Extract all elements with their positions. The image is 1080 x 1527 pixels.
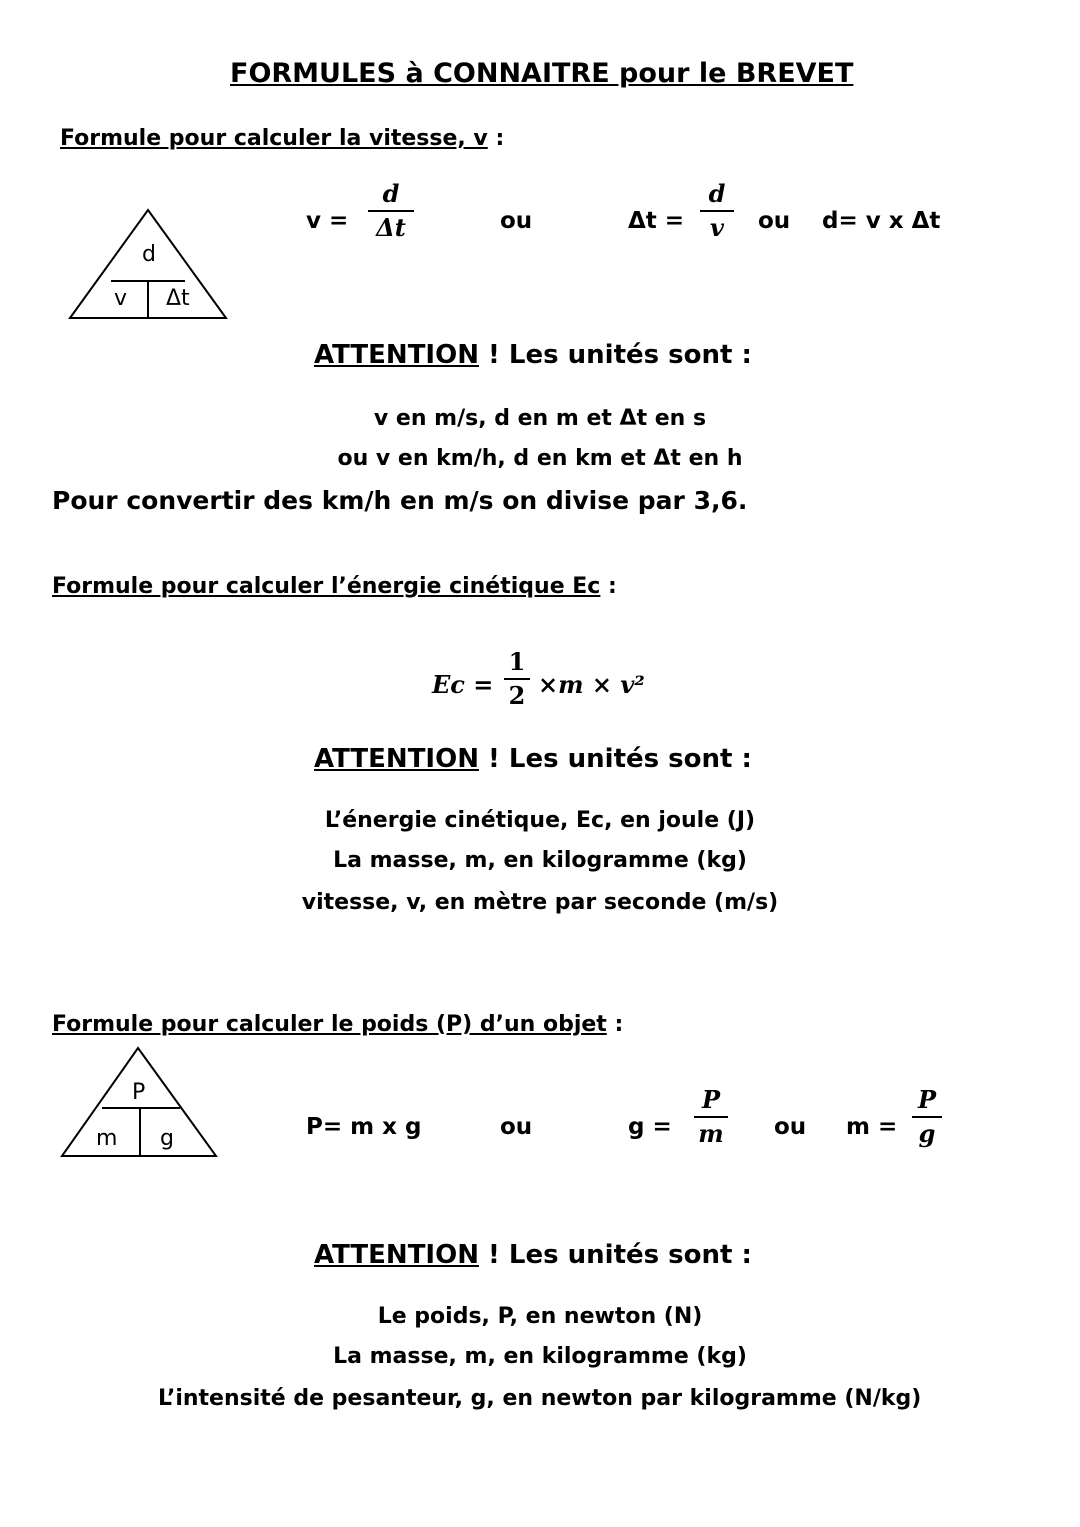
speed-formula1-denominator: Δt: [376, 213, 406, 242]
weight-formula3-lhs: m =: [846, 1114, 898, 1140]
weight-triangle-right: g: [160, 1126, 174, 1151]
speed-units-line2: ou v en km/h, d en km et Δt en h: [337, 446, 743, 471]
weight-unit-line2: La masse, m, en kilogramme (kg): [333, 1344, 747, 1369]
energy-unit-line2: La masse, m, en kilogramme (kg): [333, 848, 747, 873]
speed-heading-text: Formule pour calculer la vitesse, v: [60, 126, 488, 151]
weight-or1: ou: [500, 1114, 533, 1140]
speed-attention: [314, 340, 752, 370]
weight-heading-text: Formule pour calculer le poids (P) d’un objet: [52, 1012, 607, 1037]
speed-formula3: d= v x Δt: [822, 208, 941, 234]
weight-attention-word: ATTENTION: [314, 1240, 479, 1270]
weight-formula3-fraction: [912, 1086, 942, 1148]
speed-formula2-numerator: d: [708, 179, 726, 208]
speed-heading-colon: :: [487, 126, 505, 151]
energy-heading-colon: :: [600, 574, 617, 599]
weight-attention-rest: ! Les unités sont :: [478, 1240, 752, 1270]
weight-unit-line1: Le poids, P, en newton (N): [377, 1304, 703, 1329]
weight-triangle-left: m: [96, 1126, 118, 1151]
weight-formula2-denominator: m: [698, 1119, 724, 1148]
speed-triangle-top: d: [142, 242, 156, 267]
energy-unit-line1: L’énergie cinétique, Ec, en joule (J): [324, 808, 756, 833]
speed-formula2-lhs: Δt =: [628, 208, 685, 234]
weight-formula3-denominator: g: [918, 1119, 936, 1148]
weight-triangle-top: P: [132, 1080, 146, 1105]
weight-formula3-numerator: P: [917, 1085, 937, 1114]
weight-formula2-numerator: P: [701, 1085, 721, 1114]
page-title: FORMULES à CONNAITRE pour le BREVET: [230, 58, 854, 89]
speed-formula1-numerator: d: [382, 179, 400, 208]
weight-heading: [52, 1012, 623, 1037]
energy-formula-lhs: Ec =: [432, 670, 494, 699]
energy-attention-word: ATTENTION: [314, 744, 479, 774]
weight-formula2-lhs: g =: [628, 1114, 672, 1140]
speed-triangle-right: Δt: [166, 286, 190, 311]
weight-formula1: P= m x g: [306, 1114, 422, 1140]
speed-units-line1: v en m/s, d en m et Δt en s: [373, 406, 707, 431]
energy-formula-rhs: ×m × v²: [538, 670, 645, 699]
speed-triangle-left: v: [114, 286, 128, 311]
energy-formula-denominator: 2: [508, 681, 526, 710]
speed-formula2-fraction: [700, 180, 734, 242]
speed-convert-note: Pour convertir des km/h en m/s on divise par 3,6.: [52, 486, 748, 515]
energy-formula-fraction: [504, 648, 530, 710]
energy-heading: [52, 574, 617, 599]
speed-formula2-denominator: v: [710, 213, 724, 242]
speed-formula1-lhs: v =: [306, 208, 349, 234]
weight-formula2-fraction: [694, 1086, 728, 1148]
speed-attention-rest: ! Les unités sont :: [478, 340, 752, 370]
weight-heading-colon: :: [606, 1012, 624, 1037]
energy-attention: [314, 744, 752, 774]
weight-unit-line3: L’intensité de pesanteur, g, en newton par kilogramme (N/kg): [158, 1386, 922, 1411]
energy-heading-text: Formule pour calculer l’énergie cinétique Ec: [52, 574, 601, 599]
speed-or2: ou: [758, 208, 791, 234]
energy-formula-numerator: 1: [508, 647, 526, 676]
speed-heading: [60, 126, 504, 151]
speed-formula1-fraction: [368, 180, 414, 242]
energy-attention-rest: ! Les unités sont :: [478, 744, 752, 774]
energy-unit-line3: vitesse, v, en mètre par seconde (m/s): [301, 890, 779, 915]
speed-or1: ou: [500, 208, 533, 234]
speed-attention-word: ATTENTION: [314, 340, 479, 370]
weight-attention: [314, 1240, 752, 1270]
weight-or2: ou: [774, 1114, 807, 1140]
